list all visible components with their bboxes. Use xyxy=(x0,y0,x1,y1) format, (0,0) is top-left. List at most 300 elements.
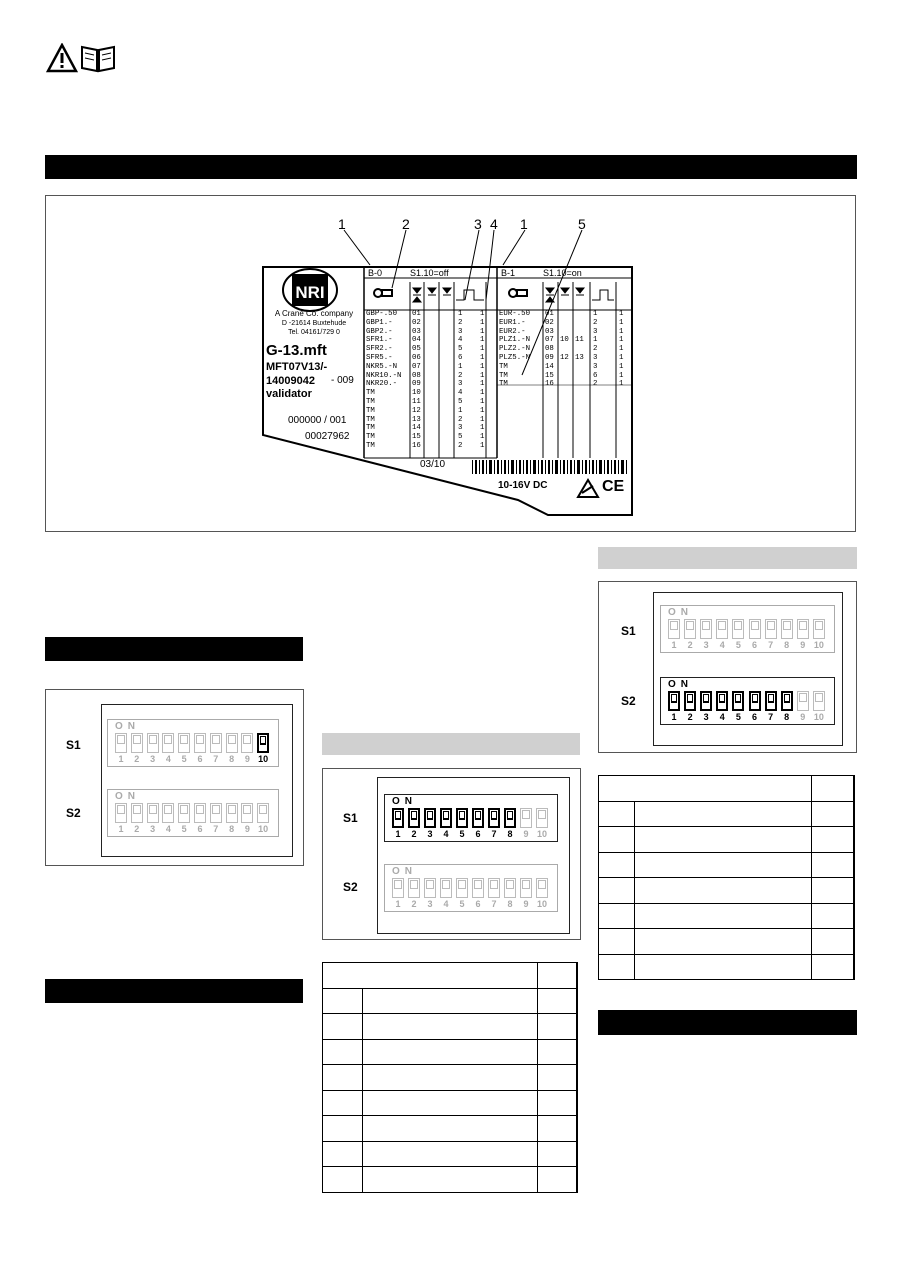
dip-toggle-5[interactable] xyxy=(178,733,190,753)
dip-toggle-9[interactable] xyxy=(797,619,809,639)
dip-number-10: 10 xyxy=(536,899,547,909)
dip-number-3: 3 xyxy=(427,899,433,909)
s2-label: S2 xyxy=(343,880,358,894)
dip-toggle-9[interactable] xyxy=(797,691,809,711)
dip-toggle-2[interactable] xyxy=(684,691,696,711)
plate-cell: TM xyxy=(366,442,375,450)
dip-toggle-10[interactable] xyxy=(257,803,269,823)
phone-text: Tel. 04161/729 0 xyxy=(288,329,340,336)
dip-number-2: 2 xyxy=(687,640,693,650)
plate-cell: 13 xyxy=(575,354,584,362)
plate-cell: 6 xyxy=(593,371,598,380)
dip-number-1: 1 xyxy=(395,899,401,909)
dip-toggle-8[interactable] xyxy=(781,691,793,711)
dip-switch-s2 xyxy=(384,864,558,912)
b0-row xyxy=(365,389,495,398)
plate-cell: 1 xyxy=(480,336,485,345)
callout-5: 5 xyxy=(578,216,586,232)
dip-toggle-4[interactable] xyxy=(440,808,452,828)
dip-number-4: 4 xyxy=(165,824,171,834)
dip-number-1: 1 xyxy=(671,712,677,722)
right-section-bar-2 xyxy=(598,1010,857,1035)
right-settings-table xyxy=(598,775,855,980)
block-b1-label: B-1 xyxy=(501,268,516,278)
dip-toggle-5[interactable] xyxy=(456,878,468,898)
dip-number-8: 8 xyxy=(784,712,790,722)
dip-toggle-10[interactable] xyxy=(813,619,825,639)
b0-row xyxy=(365,319,495,328)
right-dip-figure xyxy=(598,581,857,753)
dip-toggle-9[interactable] xyxy=(241,733,253,753)
callout-2: 2 xyxy=(402,216,410,232)
b0-row xyxy=(365,372,495,381)
dip-number-7: 7 xyxy=(213,754,219,764)
label-plate xyxy=(260,210,640,520)
callout-3: 3 xyxy=(474,216,482,232)
plate-cell: TM xyxy=(366,398,375,406)
plate-cell: 1 xyxy=(480,406,485,415)
dip-number-6: 6 xyxy=(751,640,757,650)
plate-cell: 15 xyxy=(412,433,421,442)
plate-cell: 1 xyxy=(593,336,598,345)
dip-number-10: 10 xyxy=(813,640,824,650)
dip-toggle-7[interactable] xyxy=(488,808,500,828)
lot-text: 000000 / 001 xyxy=(288,415,347,426)
plate-cell: GBP-.50 xyxy=(366,310,398,318)
plate-cell: 3 xyxy=(593,327,598,336)
model-text: G-13.mft xyxy=(266,342,327,359)
left-section-bar-2 xyxy=(45,979,303,1003)
nri-logo xyxy=(283,269,337,311)
plate-cell: 1 xyxy=(480,345,485,354)
dip-number-2: 2 xyxy=(411,829,417,839)
plate-cell: 06 xyxy=(412,354,421,362)
plate-cell: 1 xyxy=(480,442,485,450)
dip-number-9: 9 xyxy=(244,824,250,834)
b0-row xyxy=(365,424,495,433)
plate-cell: 09 xyxy=(545,354,554,362)
plate-cell: 3 xyxy=(458,424,463,433)
dip-number-7: 7 xyxy=(768,640,774,650)
plate-cell: 02 xyxy=(545,318,554,327)
plate-cell: 2 xyxy=(593,380,598,389)
dip-toggle-10[interactable] xyxy=(257,733,269,753)
s2-label: S2 xyxy=(621,694,636,708)
mid-dip-figure xyxy=(322,768,581,940)
dip-toggle-9[interactable] xyxy=(241,803,253,823)
dip-toggle-2[interactable] xyxy=(408,808,420,828)
plate-cell: 1 xyxy=(619,336,624,345)
s1-label: S1 xyxy=(343,811,358,825)
b0-row xyxy=(365,433,495,442)
dip-toggle-5[interactable] xyxy=(456,808,468,828)
plate-cell: TM xyxy=(499,362,508,371)
mid-settings-table xyxy=(322,962,578,1193)
plate-cell: 2 xyxy=(458,318,463,327)
dip-number-1: 1 xyxy=(118,754,124,764)
dip-number-3: 3 xyxy=(703,640,709,650)
dip-toggle-6[interactable] xyxy=(194,733,206,753)
svg-text:NRI: NRI xyxy=(295,283,325,302)
dip-number-7: 7 xyxy=(213,824,219,834)
b1-row xyxy=(498,363,632,372)
number-text: 00027962 xyxy=(305,431,350,442)
plate-cell: 1 xyxy=(480,433,485,442)
dip-toggle-10[interactable] xyxy=(536,808,548,828)
dip-number-1: 1 xyxy=(395,829,401,839)
plate-cell: 10 xyxy=(412,389,421,398)
serial-text: 14009042 xyxy=(266,375,315,387)
plate-cell: 1 xyxy=(458,406,463,415)
on-label: ON xyxy=(668,679,693,690)
plate-cell: 12 xyxy=(412,406,421,415)
plate-cell: TM xyxy=(499,371,508,380)
left-section-bar xyxy=(45,637,303,661)
b0-row xyxy=(365,336,495,345)
dip-toggle-7[interactable] xyxy=(765,619,777,639)
plate-cell: 3 xyxy=(458,380,463,389)
plate-cell: 1 xyxy=(480,380,485,389)
plate-cell: 1 xyxy=(480,327,485,336)
dip-number-7: 7 xyxy=(768,712,774,722)
dip-number-5: 5 xyxy=(181,754,187,764)
dip-toggle-1[interactable] xyxy=(115,733,127,753)
dip-number-5: 5 xyxy=(735,712,741,722)
plate-cell: 1 xyxy=(619,362,624,371)
plate-cell: 1 xyxy=(480,362,485,371)
dip-number-3: 3 xyxy=(150,754,156,764)
dip-toggle-2[interactable] xyxy=(131,733,143,753)
plate-cell: 14 xyxy=(545,362,554,371)
dip-number-4: 4 xyxy=(719,640,725,650)
plate-cell: 1 xyxy=(593,310,598,318)
plate-cell: 14 xyxy=(412,424,421,433)
product-text: validator xyxy=(266,388,312,400)
dip-number-4: 4 xyxy=(443,829,449,839)
callout-1: 1 xyxy=(338,216,346,232)
dip-toggle-1[interactable] xyxy=(392,878,404,898)
plate-cell: 07 xyxy=(412,362,421,371)
plate-cell: 2 xyxy=(458,442,463,450)
plate-cell: EUR2.- xyxy=(499,327,526,336)
dip-toggle-6[interactable] xyxy=(194,803,206,823)
plate-cell: NKR20.- xyxy=(366,380,398,389)
plate-cell: 1 xyxy=(480,354,485,362)
dip-number-5: 5 xyxy=(181,824,187,834)
b0-row xyxy=(365,345,495,354)
plate-cell: 10 xyxy=(560,336,569,345)
on-label: ON xyxy=(115,791,140,802)
dip-number-6: 6 xyxy=(197,824,203,834)
plate-cell: SFR1.- xyxy=(366,336,393,345)
dip-toggle-2[interactable] xyxy=(408,878,420,898)
on-label: ON xyxy=(668,607,693,618)
dip-number-10: 10 xyxy=(813,712,824,722)
b0-row xyxy=(365,442,495,451)
plate-cell: 5 xyxy=(458,398,463,406)
plate-cell: PLZ5.-N xyxy=(499,354,531,362)
plate-cell: 1 xyxy=(480,389,485,398)
dip-number-6: 6 xyxy=(475,829,481,839)
plate-cell: TM xyxy=(366,389,375,398)
dip-number-9: 9 xyxy=(244,754,250,764)
plate-cell: 1 xyxy=(480,318,485,327)
plate-cell: 1 xyxy=(480,424,485,433)
ce-mark: CE xyxy=(602,478,625,495)
plate-cell: 13 xyxy=(412,415,421,424)
dip-number-9: 9 xyxy=(800,640,806,650)
plate-cell: 09 xyxy=(412,380,421,389)
dip-toggle-6[interactable] xyxy=(749,619,761,639)
plate-cell: 1 xyxy=(480,415,485,424)
dip-toggle-9[interactable] xyxy=(520,878,532,898)
dip-number-3: 3 xyxy=(703,712,709,722)
s2-label: S2 xyxy=(66,806,81,820)
b1-row xyxy=(498,380,632,389)
b0-row xyxy=(365,363,495,372)
plate-cell: PLZ1.-N xyxy=(499,336,531,345)
plate-cell: 11 xyxy=(412,398,421,406)
plate-cell: 4 xyxy=(458,336,463,345)
dip-toggle-7[interactable] xyxy=(488,878,500,898)
dip-toggle-5[interactable] xyxy=(732,619,744,639)
dip-toggle-10[interactable] xyxy=(813,691,825,711)
dip-toggle-7[interactable] xyxy=(210,803,222,823)
dip-toggle-3[interactable] xyxy=(700,619,712,639)
dip-number-3: 3 xyxy=(427,829,433,839)
plate-cell: 12 xyxy=(560,354,569,362)
dip-number-6: 6 xyxy=(197,754,203,764)
dip-toggle-9[interactable] xyxy=(520,808,532,828)
block-b0-label: B-0 xyxy=(368,268,383,278)
dip-toggle-1[interactable] xyxy=(392,808,404,828)
s1-label: S1 xyxy=(621,624,636,638)
s1-label: S1 xyxy=(66,738,81,752)
plate-cell: TM xyxy=(366,415,375,424)
dip-number-4: 4 xyxy=(719,712,725,722)
dip-toggle-8[interactable] xyxy=(226,803,238,823)
dip-toggle-4[interactable] xyxy=(716,619,728,639)
warning-triangle-icon xyxy=(46,43,78,73)
b0-row xyxy=(365,407,495,416)
dip-toggle-4[interactable] xyxy=(440,878,452,898)
block-b1-switch: S1.10=on xyxy=(543,268,582,278)
plate-cell: 6 xyxy=(458,354,463,362)
callout-1b: 1 xyxy=(520,216,528,232)
on-label: ON xyxy=(392,866,417,877)
dip-toggle-2[interactable] xyxy=(684,619,696,639)
section-header-bar xyxy=(45,155,857,179)
plate-cell: 16 xyxy=(545,380,554,389)
plate-cell: 01 xyxy=(545,310,554,318)
dip-toggle-8[interactable] xyxy=(504,878,516,898)
plate-cell: 3 xyxy=(458,327,463,336)
plate-cell: 1 xyxy=(619,345,624,354)
plate-cell: PLZ2.-N xyxy=(499,345,531,354)
dip-number-4: 4 xyxy=(165,754,171,764)
plate-cell: 1 xyxy=(619,310,624,318)
plate-cell: 08 xyxy=(412,371,421,380)
plate-cell: 05 xyxy=(412,345,421,354)
dip-number-1: 1 xyxy=(671,640,677,650)
plate-cell: 16 xyxy=(412,442,421,450)
dip-toggle-5[interactable] xyxy=(178,803,190,823)
dip-toggle-4[interactable] xyxy=(162,733,174,753)
dip-number-8: 8 xyxy=(507,899,513,909)
dip-number-5: 5 xyxy=(459,829,465,839)
plate-cell: SFR2.- xyxy=(366,345,393,354)
b0-row xyxy=(365,380,495,389)
serial-suffix-text: - 009 xyxy=(331,375,354,386)
b0-row xyxy=(365,398,495,407)
dip-toggle-6[interactable] xyxy=(749,691,761,711)
plate-cell: 3 xyxy=(593,354,598,362)
plate-cell: NKR5.-N xyxy=(366,362,398,371)
plate-cell: 1 xyxy=(619,354,624,362)
dip-toggle-6[interactable] xyxy=(472,808,484,828)
plate-cell: 4 xyxy=(458,389,463,398)
plate-cell: 1 xyxy=(480,398,485,406)
b1-row xyxy=(498,310,632,319)
plate-cell: 1 xyxy=(619,380,624,389)
dip-number-10: 10 xyxy=(258,824,269,834)
plate-cell: 1 xyxy=(458,310,463,318)
plate-cell: 1 xyxy=(619,327,624,336)
dip-toggle-3[interactable] xyxy=(424,878,436,898)
dip-toggle-3[interactable] xyxy=(147,803,159,823)
b1-row xyxy=(498,319,632,328)
plate-cell: 03 xyxy=(545,327,554,336)
plate-cell: 2 xyxy=(593,318,598,327)
dip-number-2: 2 xyxy=(134,754,140,764)
dip-switch-s1 xyxy=(384,794,558,842)
plate-cell: 02 xyxy=(412,318,421,327)
dip-switch-s1 xyxy=(107,719,279,767)
plate-cell: 5 xyxy=(458,433,463,442)
dip-number-4: 4 xyxy=(443,899,449,909)
plate-cell: 1 xyxy=(619,318,624,327)
b0-row xyxy=(365,310,495,319)
plate-cell: 2 xyxy=(593,345,598,354)
dip-toggle-3[interactable] xyxy=(424,808,436,828)
plate-cell: 01 xyxy=(412,310,421,318)
dip-toggle-3[interactable] xyxy=(147,733,159,753)
plate-cell: 03 xyxy=(412,327,421,336)
dip-number-3: 3 xyxy=(150,824,156,834)
voltage-text: 10-16V DC xyxy=(498,480,548,491)
b0-row xyxy=(365,354,495,363)
dip-toggle-8[interactable] xyxy=(781,619,793,639)
dip-toggle-8[interactable] xyxy=(226,733,238,753)
plate-cell: 2 xyxy=(458,415,463,424)
book-icon xyxy=(80,43,116,73)
plate-cell: 1 xyxy=(480,310,485,318)
plate-cell: EUR-.50 xyxy=(499,310,531,318)
plate-cell: GBP1.- xyxy=(366,318,393,327)
dip-number-1: 1 xyxy=(118,824,124,834)
company-text: A Crane Co. company xyxy=(274,309,354,318)
plate-cell: 08 xyxy=(545,345,554,354)
plate-cell: 5 xyxy=(458,345,463,354)
dip-number-6: 6 xyxy=(751,712,757,722)
plate-cell: GBP2.- xyxy=(366,327,393,336)
plate-cell: 04 xyxy=(412,336,421,345)
dip-number-5: 5 xyxy=(735,640,741,650)
plate-cell: 11 xyxy=(575,336,584,345)
model-code-text: MFT07V13/- xyxy=(266,361,328,373)
right-section-bar xyxy=(598,547,857,569)
dip-toggle-3[interactable] xyxy=(700,691,712,711)
dip-number-7: 7 xyxy=(491,829,497,839)
dip-toggle-1[interactable] xyxy=(115,803,127,823)
plate-cell: 2 xyxy=(458,371,463,380)
plate-cell: 1 xyxy=(480,371,485,380)
plate-cell: 07 xyxy=(545,336,554,345)
plate-cell: TM xyxy=(499,380,508,389)
dip-number-7: 7 xyxy=(491,899,497,909)
dip-number-8: 8 xyxy=(507,829,513,839)
dip-switch-s1 xyxy=(660,605,835,653)
dip-number-2: 2 xyxy=(134,824,140,834)
plate-cell: NKR10.-N xyxy=(366,371,402,380)
dip-number-9: 9 xyxy=(800,712,806,722)
dip-switch-s2 xyxy=(660,677,835,725)
dip-number-9: 9 xyxy=(523,899,529,909)
dip-toggle-7[interactable] xyxy=(210,733,222,753)
dip-toggle-1[interactable] xyxy=(668,619,680,639)
address-text: D -21614 Buxtehude xyxy=(281,320,347,327)
dip-number-2: 2 xyxy=(687,712,693,722)
dip-number-10: 10 xyxy=(536,829,547,839)
dip-number-9: 9 xyxy=(523,829,529,839)
dip-toggle-1[interactable] xyxy=(668,691,680,711)
dip-toggle-10[interactable] xyxy=(536,878,548,898)
plate-cell: TM xyxy=(366,406,375,415)
mid-section-bar xyxy=(322,733,580,755)
b1-row xyxy=(498,354,632,363)
date-text: 03/10 xyxy=(420,459,446,470)
plate-cell: 15 xyxy=(545,371,554,380)
dip-switch-s2 xyxy=(107,789,279,837)
dip-toggle-8[interactable] xyxy=(504,808,516,828)
dip-toggle-4[interactable] xyxy=(716,691,728,711)
dip-number-2: 2 xyxy=(411,899,417,909)
b1-row xyxy=(498,372,632,381)
dip-number-10: 10 xyxy=(258,754,269,764)
plate-cell: EUR1.- xyxy=(499,318,526,327)
plate-cell: TM xyxy=(366,424,375,433)
plate-cell: 1 xyxy=(619,371,624,380)
on-label: ON xyxy=(392,796,417,807)
dip-number-6: 6 xyxy=(475,899,481,909)
dip-toggle-2[interactable] xyxy=(131,803,143,823)
b1-row xyxy=(498,336,632,345)
dip-toggle-6[interactable] xyxy=(472,878,484,898)
plate-cell: 3 xyxy=(593,362,598,371)
dip-number-8: 8 xyxy=(229,754,235,764)
dip-toggle-7[interactable] xyxy=(765,691,777,711)
dip-number-5: 5 xyxy=(459,899,465,909)
dip-toggle-4[interactable] xyxy=(162,803,174,823)
plate-cell: TM xyxy=(366,433,375,442)
dip-toggle-5[interactable] xyxy=(732,691,744,711)
b1-row xyxy=(498,345,632,354)
callout-4: 4 xyxy=(490,216,498,232)
b0-row xyxy=(365,328,495,337)
b1-row xyxy=(498,328,632,337)
plate-cell: SFR5.- xyxy=(366,354,393,362)
block-b0-switch: S1.10=off xyxy=(410,268,449,278)
